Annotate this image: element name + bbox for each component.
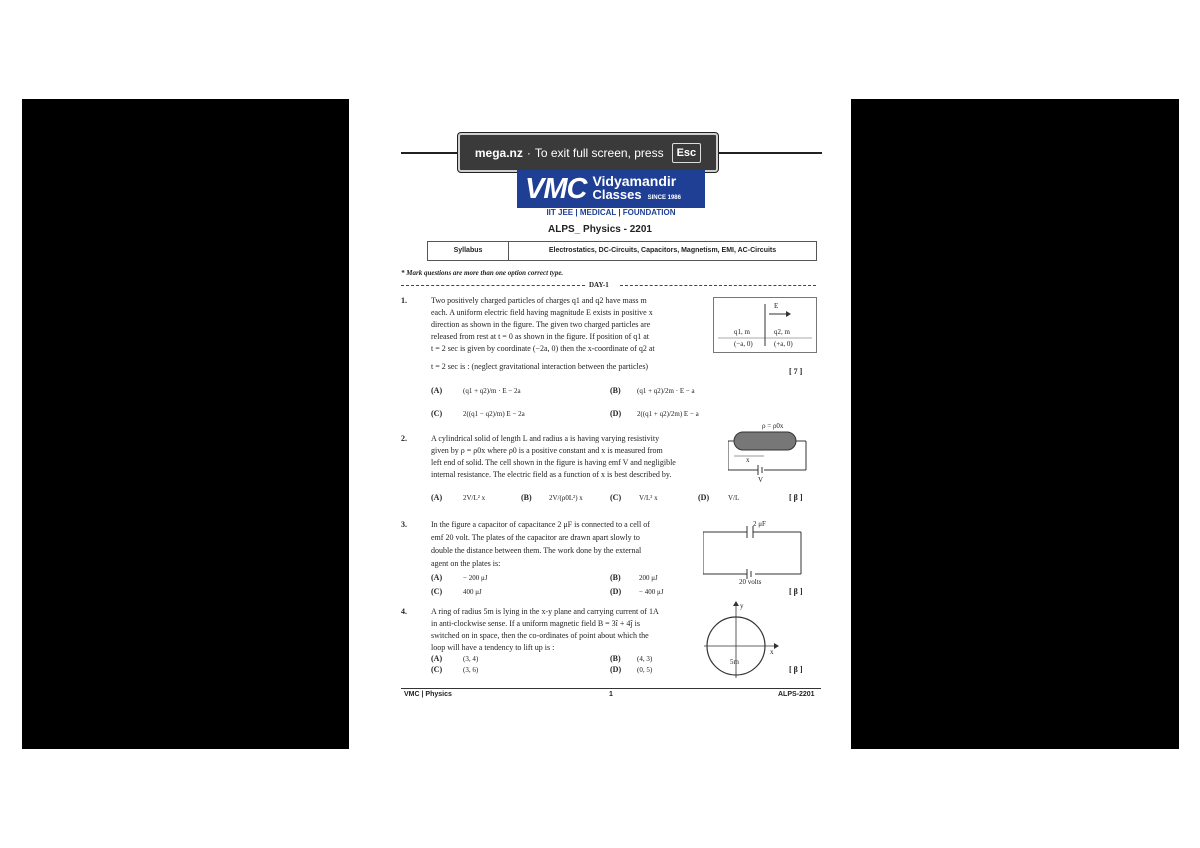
syllabus-table (427, 241, 817, 261)
q3-line: emf 20 volt. The plates of the capacitor are drawn apart slowly to (431, 533, 640, 542)
q3-answer: [ β ] (789, 587, 803, 596)
q3-opt-text: 400 μJ (463, 588, 482, 596)
toast-site: mega.nz (474, 145, 523, 160)
q2-opt-text: 2V/(ρ0L²) x (549, 494, 583, 502)
q2-line: internal resistance. The electric field as a function of x is best described by. (431, 470, 672, 479)
doc-title: ALPS_ Physics - 2201 (548, 224, 652, 235)
syllabus-label: Syllabus (428, 242, 509, 260)
q3-fig-volts: 20 volts (739, 578, 762, 586)
q3-opt-label[interactable]: (B) (610, 573, 621, 582)
q2-fig-rho: ρ = ρ0x (762, 422, 784, 430)
day-divider: DAY-1 (589, 281, 609, 289)
q3-opt-text: − 400 μJ (639, 588, 664, 596)
q1-line: Two positively charged particles of charges q1 and q2 have mass m (431, 296, 647, 305)
q2-opt-label[interactable]: (D) (698, 493, 710, 502)
q4-fig-x: x (770, 648, 774, 656)
q2-figure (728, 420, 820, 486)
q2-fig-v: V (758, 476, 764, 484)
q3-line: agent on the plates is: (431, 559, 501, 568)
q1-field-diagram (714, 298, 816, 352)
tagline: IIT JEE | MEDICAL | FOUNDATION (546, 208, 676, 217)
q3-line: In the figure a capacitor of capacitance 2 μF is connected to a cell of (431, 520, 650, 529)
q4-ring-diagram (702, 600, 780, 680)
syllabus-value: Electrostatics, DC-Circuits, Capacitors, Magnetism, EMI, AC-Circuits (548, 247, 777, 254)
q1-fig-left: q1, m (734, 328, 750, 336)
logo-line2: Classes (592, 186, 642, 202)
fullscreen-toast (458, 133, 718, 172)
logo-vmc: VMC (525, 172, 587, 205)
q2-line: left end of solid. The cell shown in the figure is having emf V and negligible (431, 458, 676, 467)
q2-opt-text: 2V/L² x (463, 494, 486, 502)
q2-opt-label[interactable]: (A) (431, 493, 443, 502)
day-divider-line-left (401, 285, 585, 286)
q3-opt-label[interactable]: (D) (610, 587, 622, 596)
q4-line: loop will have a tendency to lift up is : (431, 643, 555, 652)
vmc-logo (517, 170, 705, 208)
q1-opt-text: 2((q1 + q2)/2m) E − a (637, 410, 699, 418)
q4-line: A ring of radius 5m is lying in the x-y plane and carrying current of 1A (431, 607, 659, 616)
q4-opt-label[interactable]: (A) (431, 654, 443, 663)
day-divider-line-right (620, 285, 816, 286)
q1-opt-label[interactable]: (B) (610, 386, 621, 395)
q4-answer: [ β ] (789, 665, 803, 674)
q4-opt-text: (3, 4) (463, 655, 479, 663)
q4-opt-text: (0, 5) (637, 666, 653, 674)
q3-opt-label[interactable]: (A) (431, 573, 443, 582)
q4-opt-label[interactable]: (C) (431, 665, 443, 674)
q4-opt-text: (3, 6) (463, 666, 479, 674)
toast-message: To exit full screen, press (534, 145, 664, 160)
q2-fig-x: x (746, 456, 750, 464)
q3-opt-text: 200 μJ (639, 574, 658, 582)
q2-opt-text: V/L² x (639, 494, 658, 502)
q1-line: direction as shown in the figure. The given two charged particles are (431, 320, 651, 329)
q1-figure (713, 297, 817, 353)
q3-line: double the distance between them. The work done by the external (431, 546, 642, 555)
q3-opt-text: − 200 μJ (463, 574, 488, 582)
q1-line: each. A uniform electric field having magnitude E exists in positive x (431, 308, 653, 317)
q1-fig-e: E (774, 302, 779, 310)
logo-line1: Vidyamandir (592, 172, 677, 189)
q1-fig-rc: (+a, 0) (774, 340, 793, 348)
q3-number: 3. (401, 520, 407, 529)
q3-fig-cap: 2 μF (753, 520, 766, 528)
q1-number: 1. (401, 296, 407, 305)
esc-key[interactable]: Esc (672, 143, 702, 163)
note: * Mark questions are more than one option correct type. (401, 269, 564, 277)
toast-separator: · (526, 145, 531, 160)
q1-opt-text: (q1 + q2)/m · E − 2a (463, 387, 521, 395)
q2-answer: [ β ] (789, 493, 803, 502)
q4-fig-r: 5m (730, 658, 739, 666)
q1-opt-label[interactable]: (A) (431, 386, 443, 395)
footer-left: VMC | Physics (404, 691, 452, 698)
q2-number: 2. (401, 434, 407, 443)
q2-opt-label[interactable]: (C) (610, 493, 622, 502)
q1-answer: [ 7 ] (789, 367, 803, 376)
q2-opt-label[interactable]: (B) (521, 493, 532, 502)
q4-opt-label[interactable]: (D) (610, 665, 622, 674)
q4-fig-y: y (740, 602, 744, 610)
q1-line: t = 2 sec is : (neglect gravitational interaction between the particles) (431, 362, 649, 371)
q4-opt-text: (4, 3) (637, 655, 653, 663)
q4-opt-label[interactable]: (B) (610, 654, 621, 663)
q1-fig-lc: (−a, 0) (734, 340, 753, 348)
q2-line: A cylindrical solid of length L and radius a is having varying resistivity (431, 434, 660, 443)
q1-line: released from rest at t = 0 as shown in the figure. If position of q1 at (431, 332, 650, 341)
header-rule-left (401, 152, 461, 154)
q1-opt-text: 2((q1 − q2)/m) E − 2a (463, 410, 525, 418)
footer-page-number: 1 (609, 691, 613, 698)
q1-line: t = 2 sec is given by coordinate (−2a, 0) then the x-coordinate of q2 at (431, 344, 655, 353)
q3-opt-label[interactable]: (C) (431, 587, 443, 596)
q1-opt-label[interactable]: (C) (431, 409, 443, 418)
q2-line: given by ρ = ρ0x where ρ0 is a positive constant and x is measured from (431, 446, 663, 455)
q2-opt-text: V/L (728, 494, 740, 502)
q1-opt-label[interactable]: (D) (610, 409, 622, 418)
header-rule-right (712, 152, 822, 154)
q4-line: switched on in space, then the co-ordinates of point about which the (431, 631, 649, 640)
q1-opt-text: (q1 + q2)/2m · E − a (637, 387, 695, 395)
q4-line: in anti-clockwise sense. If a uniform magnetic field B = 3î + 4ĵ is (431, 619, 640, 628)
logo-since: SINCE 1986 (647, 194, 681, 201)
q4-figure (702, 600, 780, 680)
q3-figure (703, 518, 803, 586)
q4-number: 4. (401, 607, 407, 616)
q1-fig-right: q2, m (774, 328, 790, 336)
footer-right: ALPS-2201 (778, 691, 815, 698)
